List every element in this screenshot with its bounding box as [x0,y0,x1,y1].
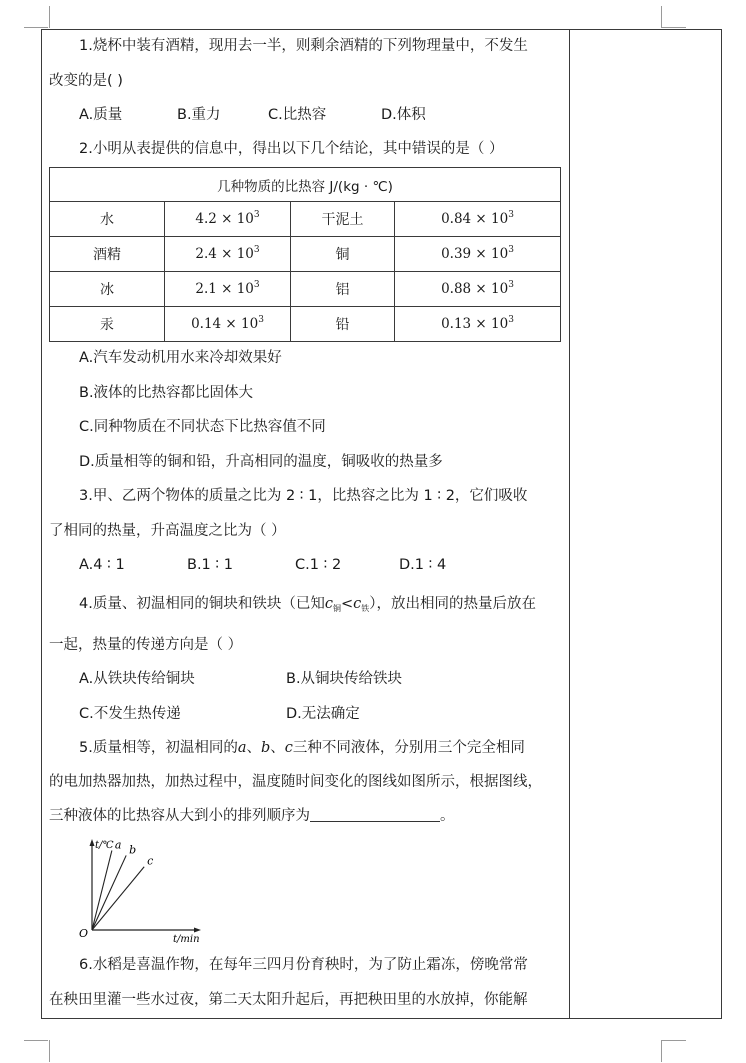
q1-stem-line1: 1.烧杯中装有酒精，现用去一半，则剩余酒精的下列物理量中，不发生 [79,38,528,54]
table-cell: $2.4 \times 10^3$ [165,237,291,272]
column-divider [569,29,570,1019]
q2-option-a: A.汽车发动机用水来冷却效果好 [79,350,282,366]
q5-stem-line1: 5.质量相等，初温相同的a、b、c三种不同液体，分别用三个完全相同 [79,740,525,756]
q4-option-c: C.不发生热传递 [79,706,181,722]
crop-mark [49,1040,50,1062]
q5-stem-line2: 的电加热器加热，加热过程中，温度随时间变化的图线如图所示，根据图线， [49,774,542,790]
crop-mark [662,1040,686,1041]
answer-blank[interactable] [310,807,440,822]
crop-mark [24,1040,48,1041]
q4-stem-line1: 4.质量、初温相同的铜块和铁块（已知$c_铜<c_铁$），放出相同的热量后放在 [79,596,536,613]
y-axis-arrow [90,839,95,846]
table-caption: 几种物质的比热容 J/(kg · ℃) [50,168,561,202]
q3-stem-line2: 了相同的热量，升高温度之比为（ ） [49,523,286,539]
q4-option-a: A.从铁块传给铜块 [79,671,195,687]
q2-stem: 2.小明从表提供的信息中，得出以下几个结论，其中错误的是（ ） [79,141,504,157]
y-axis-label: t/℃ [95,840,114,851]
q4-option-b: B.从铜块传给铁块 [286,671,403,687]
table-cell: 干泥土 [291,202,395,237]
table-cell: $2.1 \times 10^3$ [165,272,291,307]
series-line-b [92,855,126,930]
table-cell: $0.14 \times 10^3$ [165,307,291,342]
table-cell: 汞 [50,307,165,342]
q1-stem-line2: 改变的是( ) [49,73,123,89]
series-label-a: a [114,838,122,852]
crop-mark [24,27,48,28]
q2-option-c: C.同种物质在不同状态下比热容值不同 [79,419,326,435]
q3-stem-line1: 3.甲、乙两个物体的质量之比为 2 ∶ 1，比热容之比为 1 ∶ 2，它们吸收 [79,488,528,504]
origin-label: O [79,927,89,940]
q1-option-b: B.重力 [177,107,221,123]
series-label-b: b [129,843,137,857]
crop-mark [49,6,50,28]
q4-stem-line2: 一起，热量的传递方向是（ ） [49,637,243,653]
table-cell: 酒精 [50,237,165,272]
table-row [50,307,561,342]
table-cell: $0.13 \times 10^3$ [395,307,561,342]
q6-stem-line2: 在秧田里灌一些水过夜，第二天太阳升起后，再把秧田里的水放掉，你能解 [49,992,528,1008]
crop-mark [661,1040,662,1062]
q3-option-d: D.1 ∶ 4 [399,557,447,573]
crop-mark [661,6,662,28]
crop-mark [662,27,686,28]
table-row [50,272,561,307]
q6-stem-line1: 6.水稻是喜温作物，在每年三四月份育秧时，为了防止霜冻，傍晚常常 [79,957,528,973]
specific-heat-table [49,167,561,342]
q3-option-b: B.1 ∶ 1 [187,557,233,573]
x-axis-label: t/min [173,934,200,945]
table-cell: $0.39 \times 10^3$ [395,237,561,272]
x-axis-arrow [194,928,201,933]
table-cell: 冰 [50,272,165,307]
series-label-c: c [147,854,154,868]
q1-option-a: A.质量 [79,107,123,123]
q1-option-c: C.比热容 [268,107,327,123]
q4-option-d: D.无法确定 [286,706,360,722]
q5-stem-line3: 三种液体的比热容从大到小的排列顺序为 。 [49,808,455,824]
table-cell: $0.84 \times 10^3$ [395,202,561,237]
table-cell: 水 [50,202,165,237]
table-cell: 铅 [291,307,395,342]
q3-option-a: A.4 ∶ 1 [79,557,125,573]
table-row [50,202,561,237]
table-cell: $0.88 \times 10^3$ [395,272,561,307]
table-cell: 铜 [291,237,395,272]
table-cell: 铝 [291,272,395,307]
temperature-time-graph [70,834,210,946]
table-row [50,237,561,272]
q3-option-c: C.1 ∶ 2 [295,557,342,573]
q2-option-b: B.液体的比热容都比固体大 [79,385,254,401]
graph-axes [90,839,202,933]
q2-option-d: D.质量相等的铜和铅，升高相同的温度，铜吸收的热量多 [79,454,443,470]
q1-option-d: D.体积 [381,107,426,123]
table-cell: $4.2 \times 10^3$ [165,202,291,237]
